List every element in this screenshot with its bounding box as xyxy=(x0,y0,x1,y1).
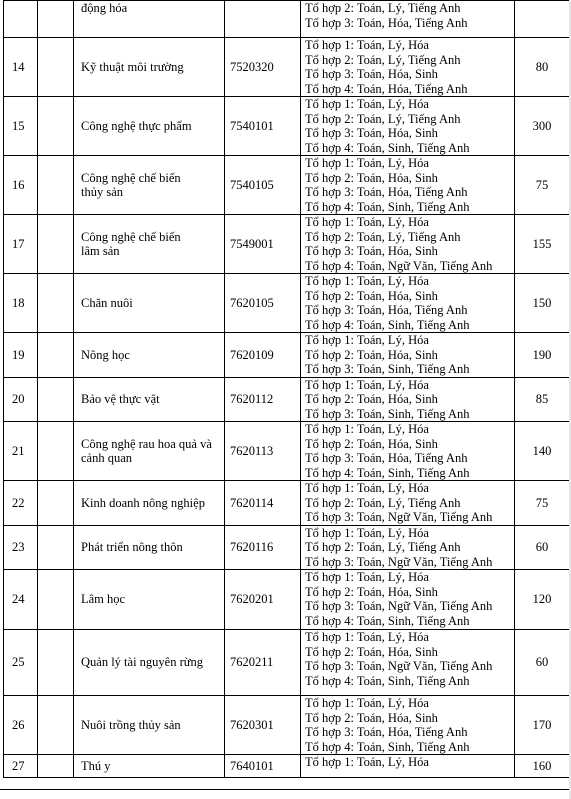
empty-cell xyxy=(38,422,74,481)
major-name-cell xyxy=(74,156,225,215)
subject-combinations-cell xyxy=(301,215,515,274)
major-name: Quản lý tài nguyên rừng xyxy=(81,655,204,670)
subject-combination: Tổ hợp 3: Toán, Hóa, Sinh xyxy=(305,244,438,258)
row-number: 20 xyxy=(4,377,38,422)
empty-cell xyxy=(38,755,74,778)
major-name: Lâm học xyxy=(81,592,126,607)
major-name-cell xyxy=(74,274,225,333)
table-row xyxy=(4,525,570,570)
major-name: Kinh doanh nông nghiệp xyxy=(81,495,205,510)
empty-cell xyxy=(38,215,74,274)
table-row xyxy=(4,630,570,696)
page-bottom-rule xyxy=(0,789,571,790)
subject-combination: Tổ hợp 3: Toán, Sinh, Tiếng Anh xyxy=(305,406,470,421)
major-code xyxy=(225,1,301,38)
major-name-cell xyxy=(74,481,225,526)
subject-combination: Tổ hợp 4: Toán, Sinh, Tiếng Anh xyxy=(305,465,470,480)
subject-combination: Tổ hợp 2: Toán, Hóa, Sinh xyxy=(305,288,438,303)
table-row xyxy=(4,156,570,215)
major-name-cell xyxy=(74,422,225,481)
quota: 75 xyxy=(515,156,570,215)
subject-combination: Tổ hợp 1: Toán, Lý, Hóa xyxy=(305,377,429,392)
major-name-cell xyxy=(74,38,225,97)
row-number xyxy=(4,1,38,38)
row-number: 16 xyxy=(4,156,38,215)
subject-combination: Tổ hợp 2: Toán, Hóa, Sinh xyxy=(305,347,438,362)
table-row xyxy=(4,333,570,378)
row-number: 25 xyxy=(4,630,38,696)
subject-combination: Tổ hợp 3: Toán, Ngữ Văn, Tiếng Anh xyxy=(305,659,493,673)
table-row xyxy=(4,1,570,38)
row-number: 15 xyxy=(4,97,38,156)
empty-cell xyxy=(38,570,74,630)
subject-combination: Tổ hợp 2: Toán, Lý, Tiếng Anh xyxy=(305,52,461,67)
row-number: 21 xyxy=(4,422,38,481)
subject-combination: Tổ hợp 3: Toán, Hóa, Tiếng Anh xyxy=(305,15,468,30)
subject-combination: Tổ hợp 3: Toán, Hóa, Sinh xyxy=(305,126,438,140)
subject-combination: Tổ hợp 2: Toán, Hóa, Sinh xyxy=(305,436,438,451)
subject-combination: Tổ hợp 4: Toán, Sinh, Tiếng Anh xyxy=(305,673,470,688)
major-name: Công nghệ rau hoa quả và xyxy=(81,436,212,451)
subject-combination: Tổ hợp 4: Toán, Sinh, Tiếng Anh xyxy=(305,739,470,754)
major-code: 7620109 xyxy=(225,333,301,378)
quota: 150 xyxy=(515,274,570,333)
subject-combinations-cell xyxy=(301,156,515,215)
major-name-cell xyxy=(74,755,225,778)
subject-combination: Tổ hợp 4: Toán, Sinh, Tiếng Anh xyxy=(305,317,470,332)
subject-combinations-cell xyxy=(301,274,515,333)
quota: 140 xyxy=(515,422,570,481)
table-row xyxy=(4,274,570,333)
quota: 60 xyxy=(515,525,570,570)
major-name: Kỹ thuật môi trường xyxy=(81,59,184,74)
subject-combination: Tổ hợp 1: Toán, Lý, Hóa xyxy=(305,422,429,436)
subject-combination: Tổ hợp 3: Toán, Hóa, Sinh xyxy=(305,67,438,81)
major-name: Nông học xyxy=(81,347,130,362)
subject-combination: Tổ hợp 1: Toán, Lý, Hóa xyxy=(305,755,429,769)
empty-cell xyxy=(38,630,74,696)
subject-combinations-cell xyxy=(301,97,515,156)
major-code: 7540105 xyxy=(225,156,301,215)
empty-cell xyxy=(38,156,74,215)
quota xyxy=(515,1,570,38)
major-name-cell xyxy=(74,630,225,696)
subject-combination: Tổ hợp 2: Toán, Lý, Tiếng Anh xyxy=(305,111,461,126)
major-name-cell xyxy=(74,570,225,630)
empty-cell xyxy=(38,481,74,526)
quota: 300 xyxy=(515,97,570,156)
major-name: Thú y xyxy=(81,758,111,773)
subject-combination: Tổ hợp 2: Toán, Lý, Tiếng Anh xyxy=(305,1,461,15)
empty-cell xyxy=(38,525,74,570)
subject-combination: Tổ hợp 3: Toán, Sinh, Tiếng Anh xyxy=(305,362,470,376)
row-number: 14 xyxy=(4,38,38,97)
quota: 80 xyxy=(515,38,570,97)
subject-combination: Tổ hợp 3: Toán, Hóa, Tiếng Anh xyxy=(305,185,468,199)
subject-combination: Tổ hợp 1: Toán, Lý, Hóa xyxy=(305,570,429,584)
subject-combination: Tổ hợp 4: Toán, Sinh, Tiếng Anh xyxy=(305,613,470,628)
major-name: Công nghệ chế biến xyxy=(81,229,181,244)
subject-combination: Tổ hợp 1: Toán, Lý, Hóa xyxy=(305,333,429,347)
empty-cell xyxy=(38,377,74,422)
quota: 120 xyxy=(515,570,570,630)
major-name-cell xyxy=(74,525,225,570)
quota: 60 xyxy=(515,630,570,696)
major-name-cell xyxy=(74,97,225,156)
table-row xyxy=(4,570,570,630)
empty-cell xyxy=(38,1,74,38)
subject-combination: Tổ hợp 2: Toán, Lý, Tiếng Anh xyxy=(305,229,461,244)
major-code: 7540101 xyxy=(225,97,301,156)
major-name: Phát triển nông thôn xyxy=(81,540,183,554)
subject-combination: Tổ hợp 3: Toán, Ngữ Văn, Tiếng Anh xyxy=(305,554,493,569)
major-name: Bảo vệ thực vật xyxy=(81,392,160,406)
subject-combination: Tổ hợp 3: Toán, Hóa, Tiếng Anh xyxy=(305,303,468,317)
table-row xyxy=(4,377,570,422)
major-code: 7620201 xyxy=(225,570,301,630)
subject-combination: Tổ hợp 1: Toán, Lý, Hóa xyxy=(305,38,429,52)
subject-combination: Tổ hợp 1: Toán, Lý, Hóa xyxy=(305,215,429,229)
quota: 155 xyxy=(515,215,570,274)
subject-combination: Tổ hợp 1: Toán, Lý, Hóa xyxy=(305,274,429,288)
major-code: 7520320 xyxy=(225,38,301,97)
row-number: 22 xyxy=(4,481,38,526)
major-name: cảnh quan xyxy=(81,451,133,465)
subject-combination: Tổ hợp 1: Toán, Lý, Hóa xyxy=(305,156,429,170)
subject-combination: Tổ hợp 3: Toán, Ngữ Văn, Tiếng Anh xyxy=(305,599,493,613)
empty-cell xyxy=(38,97,74,156)
table-row xyxy=(4,696,570,755)
major-code: 7620113 xyxy=(225,422,301,481)
row-number: 26 xyxy=(4,696,38,755)
major-code: 7620116 xyxy=(225,525,301,570)
major-name: Chăn nuôi xyxy=(81,295,133,310)
subject-combinations-cell xyxy=(301,630,515,696)
major-name: Công nghệ chế biến xyxy=(81,170,181,185)
subject-combination: Tổ hợp 1: Toán, Lý, Hóa xyxy=(305,481,429,495)
subject-combination: Tổ hợp 2: Toán, Hóa, Sinh xyxy=(305,644,438,659)
subject-combination: Tổ hợp 3: Toán, Ngữ Văn, Tiếng Anh xyxy=(305,510,493,524)
row-number: 17 xyxy=(4,215,38,274)
quota: 160 xyxy=(515,755,570,778)
major-name-cell xyxy=(74,215,225,274)
subject-combination: Tổ hợp 4: Toán, Sinh, Tiếng Anh xyxy=(305,140,470,155)
subject-combination: Tổ hợp 2: Toán, Hóa, Sinh xyxy=(305,392,438,406)
subject-combination: Tổ hợp 1: Toán, Lý, Hóa xyxy=(305,525,429,540)
subject-combinations-cell xyxy=(301,481,515,526)
subject-combinations-cell xyxy=(301,525,515,570)
major-name: Công nghệ thực phẩm xyxy=(81,118,192,133)
subject-combination: Tổ hợp 3: Toán, Hóa, Tiếng Anh xyxy=(305,451,468,465)
major-code: 7549001 xyxy=(225,215,301,274)
empty-cell xyxy=(38,274,74,333)
major-code: 7620114 xyxy=(225,481,301,526)
subject-combinations-cell xyxy=(301,570,515,630)
subject-combinations-cell xyxy=(301,377,515,422)
subject-combination: Tổ hợp 4: Toán, Ngữ Văn, Tiếng Anh xyxy=(305,258,493,273)
subject-combination: Tổ hợp 3: Toán, Hóa, Tiếng Anh xyxy=(305,725,468,739)
table-row xyxy=(4,422,570,481)
subject-combination: Tổ hợp 4: Toán, Hóa, Tiếng Anh xyxy=(305,81,468,96)
table-row xyxy=(4,97,570,156)
row-number: 24 xyxy=(4,570,38,630)
subject-combination: Tổ hợp 4: Toán, Sinh, Tiếng Anh xyxy=(305,199,470,214)
table-row xyxy=(4,215,570,274)
admissions-table xyxy=(3,0,570,778)
table-row xyxy=(4,755,570,778)
subject-combinations-cell xyxy=(301,696,515,755)
major-name-cell xyxy=(74,377,225,422)
empty-cell xyxy=(38,38,74,97)
subject-combination: Tổ hợp 2: Toán, Lý, Tiếng Anh xyxy=(305,540,461,554)
row-number: 19 xyxy=(4,333,38,378)
subject-combination: Tổ hợp 2: Toán, Lý, Tiếng Anh xyxy=(305,495,461,510)
subject-combination: Tổ hợp 1: Toán, Lý, Hóa xyxy=(305,630,429,644)
major-code: 7620105 xyxy=(225,274,301,333)
subject-combinations-cell xyxy=(301,1,515,38)
empty-cell xyxy=(38,333,74,378)
table-row xyxy=(4,481,570,526)
quota: 170 xyxy=(515,696,570,755)
empty-cell xyxy=(38,696,74,755)
major-name-cell xyxy=(74,333,225,378)
row-number: 23 xyxy=(4,525,38,570)
major-name: lâm sản xyxy=(81,244,120,258)
row-number: 18 xyxy=(4,274,38,333)
subject-combinations-cell xyxy=(301,755,515,778)
subject-combination: Tổ hợp 2: Toán, Hóa, Sinh xyxy=(305,710,438,725)
quota: 190 xyxy=(515,333,570,378)
major-code: 7620301 xyxy=(225,696,301,755)
subject-combination: Tổ hợp 2: Toán, Hóa, Sinh xyxy=(305,170,438,185)
subject-combinations-cell xyxy=(301,422,515,481)
major-name: động hóa xyxy=(81,1,128,15)
major-name: Nuôi trồng thủy sản xyxy=(81,717,181,732)
major-code: 7620211 xyxy=(225,630,301,696)
row-number: 27 xyxy=(4,755,38,778)
major-name: thủy sản xyxy=(81,185,124,199)
table-row xyxy=(4,38,570,97)
major-name-cell xyxy=(74,1,225,38)
major-code: 7640101 xyxy=(225,755,301,778)
subject-combinations-cell xyxy=(301,38,515,97)
subject-combination: Tổ hợp 1: Toán, Lý, Hóa xyxy=(305,97,429,111)
major-code: 7620112 xyxy=(225,377,301,422)
quota: 75 xyxy=(515,481,570,526)
subject-combination: Tổ hợp 2: Toán, Hóa, Sinh xyxy=(305,584,438,599)
major-name-cell xyxy=(74,696,225,755)
subject-combinations-cell xyxy=(301,333,515,378)
quota: 85 xyxy=(515,377,570,422)
subject-combination: Tổ hợp 1: Toán, Lý, Hóa xyxy=(305,696,429,710)
